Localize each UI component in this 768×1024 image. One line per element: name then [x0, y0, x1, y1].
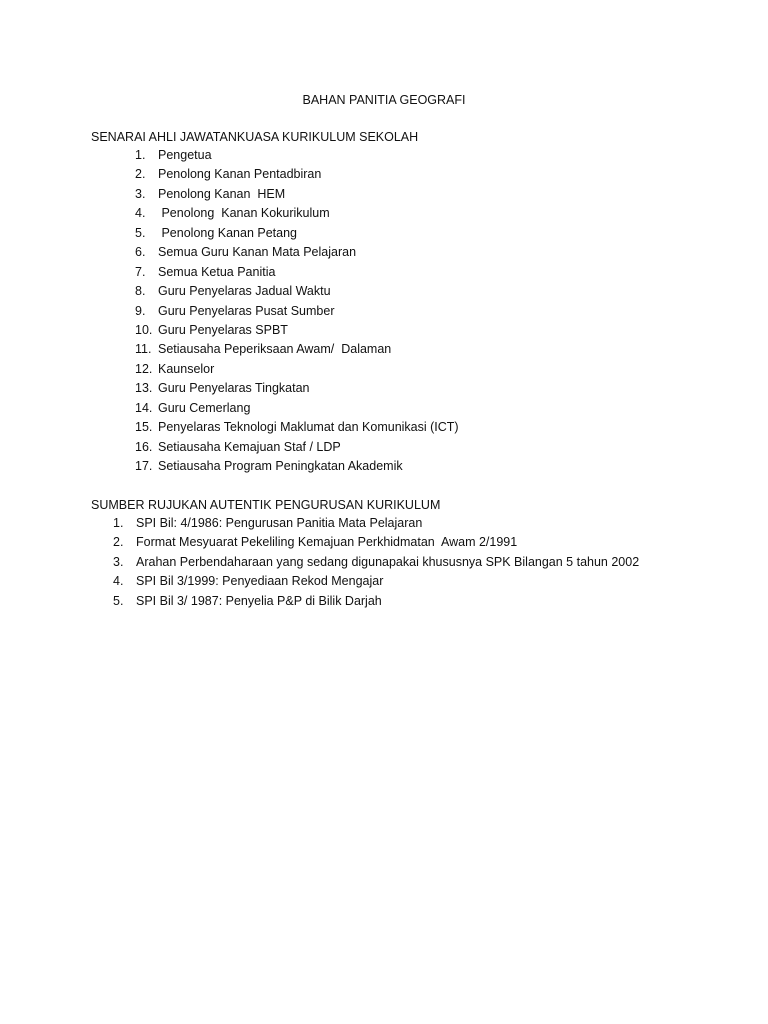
list-item-number: 5.: [113, 593, 124, 608]
list-item-number: 11.: [135, 342, 152, 357]
committee-section-heading: SENARAI AHLI JAWATANKUASA KURIKULUM SEKOLAH: [91, 130, 419, 144]
list-item: [135, 146, 459, 165]
references-section-heading: SUMBER RUJUKAN AUTENTIK PENGURUSAN KURIKULUM: [91, 498, 441, 512]
list-item-number: 10.: [135, 322, 153, 337]
list-item: [135, 165, 459, 184]
list-item-number: 7.: [135, 264, 146, 279]
list-item-number: 2.: [113, 535, 124, 550]
list-item-number: 15.: [135, 420, 153, 435]
list-item: [135, 204, 459, 223]
list-item: [135, 340, 459, 359]
list-item-text: Format Mesyuarat Pekeliling Kemajuan Perkhidmatan Awam 2/1991: [136, 535, 518, 550]
list-item: [135, 418, 459, 437]
list-item: [113, 553, 639, 572]
list-item-text: Guru Penyelaras Jadual Waktu: [158, 284, 331, 299]
list-item-text: Setiausaha Kemajuan Staf / LDP: [158, 439, 341, 454]
list-item: [113, 533, 639, 552]
list-item-number: 5.: [135, 225, 146, 240]
list-item: [135, 224, 459, 243]
list-item-text: SPI Bil 3/1999: Penyediaan Rekod Mengajar: [136, 574, 384, 589]
list-item-text: Guru Penyelaras Pusat Sumber: [158, 303, 335, 318]
list-item-text: SPI Bil 3/ 1987: Penyelia P&P di Bilik Darjah: [136, 593, 382, 608]
list-item: [135, 185, 459, 204]
list-item: [135, 263, 459, 282]
list-item-number: 3.: [113, 554, 124, 569]
list-item: [135, 360, 459, 379]
list-item-number: 17.: [135, 459, 153, 473]
list-item-number: 2.: [135, 167, 146, 182]
list-item-text: Pengetua: [158, 148, 212, 162]
list-item: [135, 302, 459, 321]
list-item-number: 8.: [135, 284, 146, 299]
list-item: [135, 321, 459, 340]
list-item-text: Penolong Kanan HEM: [158, 186, 286, 201]
list-item: [135, 399, 459, 418]
list-item-text: Penolong Kanan Petang: [158, 225, 298, 240]
list-item-text: Arahan Perbendaharaan yang sedang digunapakai khususnya SPK Bilangan 5 tahun 2002: [136, 554, 640, 569]
list-item-text: SPI Bil: 4/1986: Pengurusan Panitia Mata Pelajaran: [136, 516, 423, 530]
list-item-text: Semua Guru Kanan Mata Pelajaran: [158, 245, 357, 260]
list-item: [135, 243, 459, 262]
list-item: [135, 457, 459, 476]
list-item: [113, 592, 639, 611]
list-item-text: Setiausaha Program Peningkatan Akademik: [158, 459, 403, 473]
list-item: [113, 514, 639, 533]
list-item: [113, 572, 639, 591]
reference-list: [113, 514, 639, 611]
list-item: [135, 282, 459, 301]
list-item-number: 6.: [135, 245, 146, 260]
list-item-number: 9.: [135, 303, 146, 318]
list-item-number: 1.: [135, 148, 146, 162]
list-item-text: Semua Ketua Panitia: [158, 264, 276, 279]
list-item-text: Penyelaras Teknologi Maklumat dan Komunikasi (ICT): [158, 420, 459, 435]
list-item: [135, 438, 459, 457]
list-item-text: Guru Cemerlang: [158, 400, 251, 415]
list-item-number: 3.: [135, 186, 146, 201]
list-item-text: Guru Penyelaras Tingkatan: [158, 381, 310, 396]
list-item-number: 14.: [135, 400, 153, 415]
list-item-number: 4.: [113, 574, 124, 589]
list-item-text: Guru Penyelaras SPBT: [158, 322, 288, 337]
list-item-text: Setiausaha Peperiksaan Awam/ Dalaman: [158, 342, 392, 357]
list-item: [135, 379, 459, 398]
list-item-text: Penolong Kanan Pentadbiran: [158, 167, 322, 182]
list-item-number: 16.: [135, 439, 153, 454]
list-item-text: Kaunselor: [158, 361, 215, 376]
list-item-number: 12.: [135, 361, 153, 376]
document-title: BAHAN PANITIA GEOGRAFI: [302, 93, 466, 107]
list-item-number: 4.: [135, 206, 146, 221]
list-item-number: 13.: [135, 381, 153, 396]
committee-member-list: [135, 146, 459, 476]
list-item-text: Penolong Kanan Kokurikulum: [158, 206, 330, 221]
list-item-number: 1.: [113, 516, 124, 530]
